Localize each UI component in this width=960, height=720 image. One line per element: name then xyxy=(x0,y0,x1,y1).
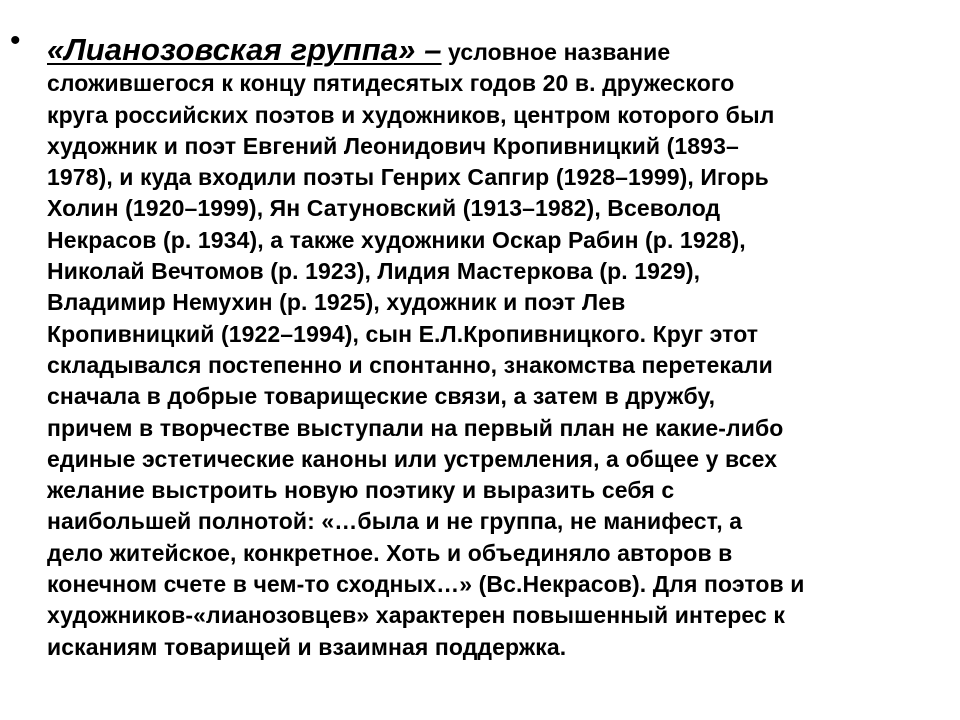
text-line-19: художников-«лианозовцев» характерен повышенный интерес к xyxy=(47,602,785,629)
text-line-8: Николай Вечтомов (р. 1923), Лидия Мастеркова (р. 1929), xyxy=(47,258,701,285)
text-line-16: наибольшей полнотой: «…была и не группа, не манифест, а xyxy=(47,508,743,535)
text-line-10: Кропивницкий (1922–1994), сын Е.Л.Кропивницкого. Круг этот xyxy=(47,320,759,347)
lead-term: «Лианозовская группа» – xyxy=(47,32,442,67)
slide-body-text xyxy=(47,34,927,663)
text-line-6: Холин (1920–1999), Ян Сатуновский (1913–1982), Всеволод xyxy=(47,195,721,222)
text-line-1 xyxy=(47,34,927,68)
text-line-5: 1978), и куда входили поэты Генрих Сапгир (1928–1999), Игорь xyxy=(47,164,769,191)
text-line-18: конечном счете в чем-то сходных…» (Вс.Некрасов). Для поэтов и xyxy=(47,571,805,598)
text-line-13: причем в творчестве выступали на первый план не какие-либо xyxy=(47,414,784,441)
text-line-2: сложившегося к концу пятидесятых годов 20 в. дружеского xyxy=(47,70,735,97)
text-line-7: Некрасов (р. 1934), а также художники Оскар Рабин (р. 1928), xyxy=(47,226,746,253)
text-line-11: складывался постепенно и спонтанно, знакомства перетекали xyxy=(47,351,773,378)
text-line-15: желание выстроить новую поэтику и выразить себя с xyxy=(47,477,675,504)
text-line-9: Владимир Немухин (р. 1925), художник и поэт Лев xyxy=(47,289,626,316)
bullet-point: • xyxy=(10,24,21,57)
text-line-20: исканиям товарищей и взаимная поддержка. xyxy=(47,633,567,660)
text-line-17: дело житейское, конкретное. Хоть и объединяло авторов в xyxy=(47,539,733,566)
text-line-12: сначала в добрые товарищеские связи, а затем в дружбу, xyxy=(47,383,716,410)
text-line-3: круга российских поэтов и художников, центром которого был xyxy=(47,101,775,128)
text-line-4: художник и поэт Евгений Леонидович Кропивницкий (1893– xyxy=(47,132,739,159)
text-line-1-rest: условное название xyxy=(441,39,671,65)
text-line-14: единые эстетические каноны или устремления, а общее у всех xyxy=(47,445,778,472)
